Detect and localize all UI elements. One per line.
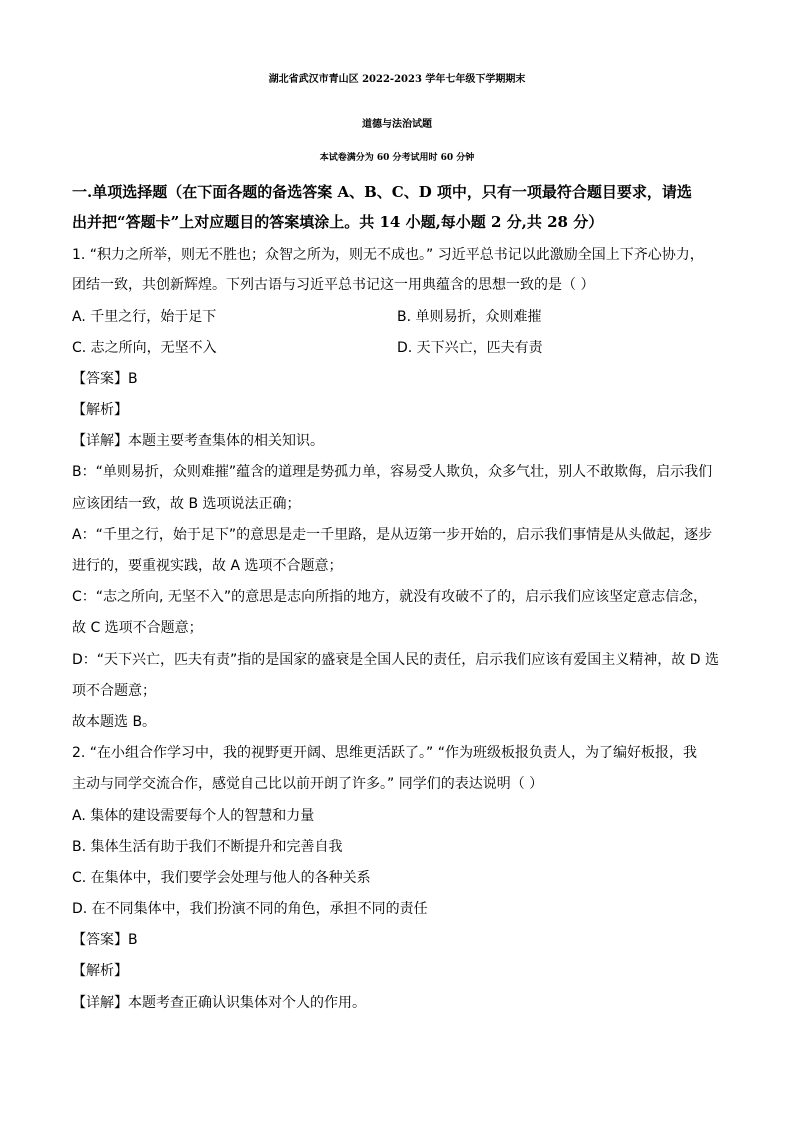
- section-heading: 一.单项选择题（在下面各题的备选答案 A、B、C、D 项中，只有一项最符合题目要求，请选: [72, 183, 692, 201]
- q1-option-d: D. 天下兴亡，匹夫有责: [397, 340, 543, 356]
- q1-conclusion: 故本题选 B。: [72, 714, 157, 730]
- q1-detail-c-cont: 故 C 选项不合题意；: [72, 620, 203, 636]
- q1-option-b: B. 单则易折，众则难摧: [397, 309, 542, 325]
- exam-info: 本试卷满分为 60 分考试用时 60 分钟: [319, 153, 475, 163]
- q1-detail-a: A：“千里之行，始于足下”的意思是走一千里路，是从迈第一步开始的，启示我们事情是从头做起，逐步: [72, 527, 713, 543]
- q1-detail-b-cont: 应该团结一致，故 B 选项说法正确；: [72, 496, 301, 512]
- q2-option-d: D. 在不同集体中，我们扮演不同的角色，承担不同的责任: [72, 901, 428, 917]
- q1-detail-d-cont: 项不合题意；: [72, 683, 156, 699]
- q2-detail: 【详解】本题考查正确认识集体对个人的作用。: [72, 995, 366, 1011]
- q1-option-c: C. 志之所向，无坚不入: [72, 340, 217, 356]
- q2-option-a: A. 集体的建设需要每个人的智慧和力量: [72, 808, 315, 824]
- q1-answer: 【答案】B: [72, 371, 138, 387]
- q1-detail-d: D：“天下兴亡，匹夫有责”指的是国家的盛衰是全国人民的责任，启示我们应该有爱国主义精神，故 D 选: [72, 652, 719, 668]
- q1-stem-cont: 团结一致，共创新辉煌。下列古语与习近平总书记这一用典蕴含的思想一致的是（ ）: [72, 277, 595, 293]
- q2-answer: 【答案】B: [72, 932, 138, 948]
- document-title: 湖北省武汉市青山区 2022-2023 学年七年级下学期期末: [268, 74, 526, 85]
- q2-stem-cont: 主动与同学交流合作，感觉自己比以前开朗了许多。” 同学们的表达说明（ ）: [72, 776, 544, 792]
- q1-stem: 1. “积力之所举，则无不胜也；众智之所为，则无不成也。” 习近平总书记以此激励全国上下齐心协力，: [72, 247, 704, 263]
- q2-option-c: C. 在集体中，我们要学会处理与他人的各种关系: [72, 870, 371, 886]
- document-subject-title: 道德与法治试题: [362, 119, 432, 130]
- q1-detail: 【详解】本题主要考查集体的相关知识。: [72, 433, 324, 449]
- q2-analysis-label: 【解析】: [72, 963, 128, 979]
- q2-stem: 2. “在小组合作学习中，我的视野更开阔、思维更活跃了。” “作为班级板报负责人，为了编好板报，我: [72, 745, 698, 761]
- q1-option-a: A. 千里之行，始于足下: [72, 309, 217, 325]
- q1-analysis-label: 【解析】: [72, 402, 128, 418]
- section-heading-cont: 出并把“答题卡”上对应题目的答案填涂上。共 14 小题,每小题 2 分,共 28 分）: [72, 213, 604, 231]
- q2-option-b: B. 集体生活有助于我们不断提升和完善自我: [72, 839, 343, 855]
- q1-detail-c: C：“志之所向, 无坚不入”的意思是志向所指的地方，就没有攻破不了的，启示我们应该坚定意志信念，: [72, 589, 708, 605]
- q1-detail-b: B：“单则易折，众则难摧”蕴含的道理是势孤力单，容易受人欺负，众多气壮，别人不敢欺侮，启示我们: [72, 464, 713, 480]
- q1-detail-a-cont: 进行的，要重视实践，故 A 选项不合题意；: [72, 558, 343, 574]
